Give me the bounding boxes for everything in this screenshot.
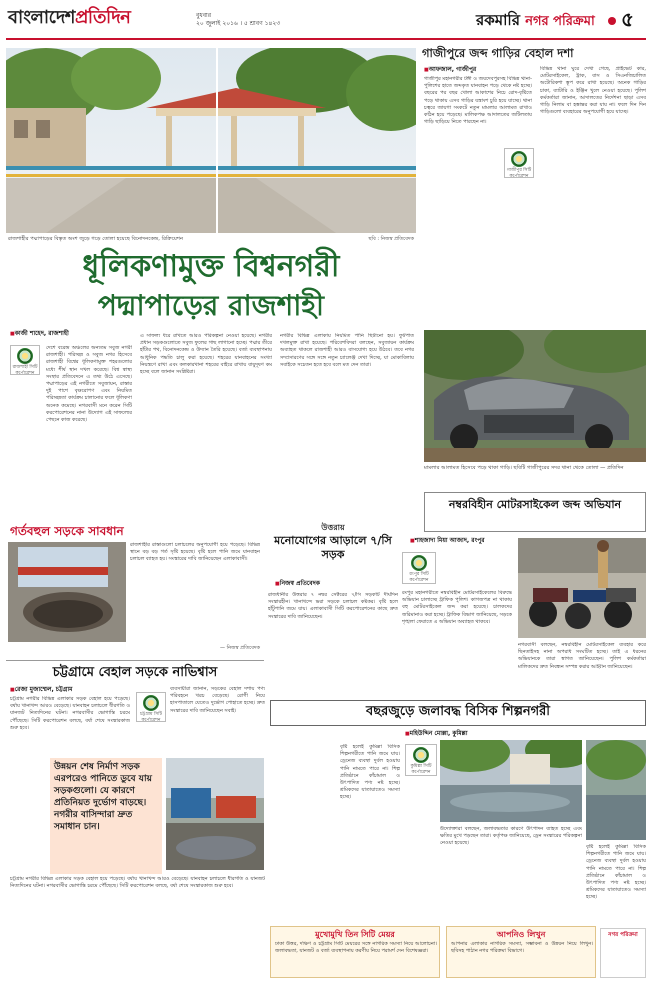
page-dot-icon — [608, 17, 616, 25]
chittagong-byline: ■ রেজা মুজাম্মেল, চট্টগ্রাম — [10, 686, 130, 694]
roads-credit: — নিজস্ব প্রতিবেদক — [220, 645, 260, 651]
chittagong-photo-art — [166, 758, 264, 870]
chittagong-city-badge — [136, 692, 166, 722]
date-label: ২০ জুলাই ২০১৬ । ৫ শ্রাবণ ১৪২৩ — [196, 19, 281, 27]
uttara-column: রাজধানীর উত্তরার ৭ নম্বর সেক্টরের ৭/সি সড়কটি দীর্ঘদিন সংস্কারহীন। খানাখন্দে ভরা সড়কে চলাচল কষ্টকর। বৃষ্টি হলে হাঁটুপানি জমে যায়। এলাকাবাসী সিটি করপোরেশনের কাছে দ্রুত সংস্কারের দাবি জানিয়েছেন। — [268, 592, 398, 620]
logo-accent-text: প্রতিদিন — [74, 7, 131, 28]
roads-column: রাজশাহীর রাস্তাগুলো চলাচলের অনুপযোগী হয়ে পড়েছে। বিভিন্ন স্থানে বড় বড় গর্ত সৃষ্টি হয়েছে। বৃষ্টি হলে পানি জমে যানবাহন চলাচল ব্যাহত হয়। সংস্কারের দাবি জানিয়েছেন এলাকাবাসী। — [130, 542, 260, 563]
chittagong-badge-label: চট্টগ্রাম সিটি কর্পোরেশন — [140, 712, 162, 724]
page-number: ৫ — [621, 7, 634, 31]
rajshahi-photo-caption: রাজশাহীর পদ্মাপাড়ের বিস্তৃত অংশ জুড়ে গড়ে তোলা হয়েছে বিনোদনকেন্দ্র, রিক্রিয়েশন — [8, 236, 184, 242]
roads-photo-art — [8, 542, 126, 642]
comilla-city-badge — [405, 744, 437, 776]
gazipur-photo-art — [424, 330, 646, 462]
chittagong-photo[interactable] — [166, 758, 264, 870]
contact-label: নগর পরিক্রমা — [608, 932, 638, 938]
contact-strip — [600, 928, 646, 978]
bscic-photo-art — [440, 740, 582, 822]
logo-main-text: বাংলাদেশ — [8, 7, 75, 28]
rajshahi-seal-icon — [17, 348, 33, 364]
masthead — [6, 4, 646, 40]
rajshahi-byline: ■ কাজী শাহেদ, রাজশাহী — [10, 330, 150, 338]
roads-photo[interactable] — [8, 542, 126, 642]
rangpur-city-badge — [402, 552, 436, 584]
mayor-box[interactable] — [270, 926, 440, 978]
newspaper-logo[interactable] — [8, 6, 130, 30]
rajshahi-photo-art — [6, 48, 416, 233]
section-subname: নগর পরিক্রমা — [525, 14, 595, 29]
motorcycle-column-1: রংপুর মহানগরীতে নম্বরবিহীন মোটরসাইকেলের বিরুদ্ধে অভিযান চালাচ্ছে ট্রাফিক পুলিশ। কাগজপত্র না থাকায় বহু মোটরসাইকেল জব্দ করা হয়েছে। চালকদের জরিমানাও করা হচ্ছে। ট্রাফিক বিভাগ জানিয়েছে, সড়কে শৃঙ্খলা ফেরাতে এ অভিযান অব্যাহত থাকবে। — [402, 590, 512, 625]
chittagong-bottom-column: চট্টগ্রাম নগরীর বিভিন্ন এলাকার সড়ক বেহাল হয়ে পড়েছে। বর্ষায় খানাখন্দ আরও বেড়েছে। যানবাহন চলাচলে ধীরগতি ও যানজট নিত্যদিনের ঘটনা। নগরবাসীর ভোগান্তি চরমে পৌঁছেছে। সিটি করপোরেশন বলছে, বর্ষা শেষে সংস্কারকাজ শুরু হবে। — [10, 876, 265, 890]
gazipur-seal-icon — [511, 151, 527, 167]
uttara-kicker: উত্তরায় — [321, 522, 345, 532]
rajshahi-column-1: দেশে বরেন্দ্র অঞ্চলের অন্যতম সবুজ নগরী রাজশাহী। পরিচ্ছন্ন ও সবুজ নগর হিসেবে রাজশাহী বিশ্বের ধূলিকণামুক্ত শহরগুলোর মধ্যে শীর্ষ স্থান দখল করেছে। বিশ্ব স্বাস্থ্য সংস্থার প্রতিবেদনে এ তথ্য উঠে এসেছে। পদ্মাপাড়ের এই নগরীতে সবুজায়ন, রাস্তার দুই পাশে বৃক্ষরোপণ এবং নিয়মিত পরিচ্ছন্নতা কার্যক্রম চালানোর ফলে ধূলিকণা অনেক কমেছে। নগরবাসী মনে করেন সিটি করপোরেশনের নানা উদ্যোগ এই সাফল্যের পেছনে কাজ করেছে। — [46, 345, 132, 424]
bscic-column-1: বৃষ্টি হলেই কুমিল্লা বিসিক শিল্পনগরীতে পানি জমে যায়। ড্রেনেজ ব্যবস্থা দুর্বল হওয়ায় পানি নামতে পারে না। শিল্প প্রতিষ্ঠানে কাঁচামাল ও উৎপাদিত পণ্য নষ্ট হচ্ছে। শ্রমিকদের যাতায়াতেও সমস্যা হচ্ছে। — [340, 744, 400, 801]
bscic-headline-box — [270, 700, 646, 726]
uttara-headline: মনোযোগের আড়ালে ৭/সি সড়ক — [274, 534, 392, 561]
mayor-box-title: মুখোমুখি তিন সিটি মেয়র — [315, 929, 395, 939]
motorcycle-photo[interactable] — [518, 538, 646, 638]
chittagong-top-rule — [6, 660, 264, 661]
section-title — [476, 10, 595, 31]
gazipur-photo[interactable] — [424, 330, 646, 462]
bscic-side-photo[interactable] — [586, 740, 646, 840]
motorcycle-column-2: নগরবাসী বলছেন, নম্বরবিহীন মোটরসাইকেল ব্যবহার করে ছিনতাইসহ নানা অপরাধ সংঘটিত হচ্ছে। তাই এ ধরনের অভিযানকে তারা স্বাগত জানিয়েছেন। পুলিশ কর্মকর্তারা মালিকদের দ্রুত নিবন্ধন সম্পন্ন করার আহ্বান জানিয়েছেন। — [518, 642, 646, 670]
rajshahi-badge-label: রাজশাহী সিটি কর্পোরেশন — [12, 365, 38, 377]
gazipur-badge-label: গাজীপুর সিটি কর্পোরেশন — [506, 168, 532, 180]
rajshahi-photo-credit: ছবি : নিজস্ব প্রতিবেদক — [368, 236, 414, 242]
gazipur-headline: গাজীপুরে জব্দ গাড়ির বেহাল দশা — [422, 46, 574, 60]
main-headline-line1: ধূলিকণামুক্ত বিশ্বনগরী — [82, 249, 340, 284]
bscic-column-3: বৃষ্টি হলেই কুমিল্লা বিসিক শিল্পনগরীতে পানি জমে যায়। ড্রেনেজ ব্যবস্থা দুর্বল হওয়ায় পানি নামতে পারে না। শিল্প প্রতিষ্ঠানে কাঁচামাল ও উৎপাদিত পণ্য নষ্ট হচ্ছে। শ্রমিকদের যাতায়াতেও সমস্যা হচ্ছে। — [586, 844, 646, 901]
main-headline-line2: পদ্মাপাড়ের রাজশাহী — [97, 289, 325, 322]
gazipur-city-badge — [504, 148, 534, 178]
rajshahi-photo[interactable] — [6, 48, 416, 233]
rajshahi-column-2: এ সাফল্য ধরে রাখতে আরও পরিকল্পনা নেওয়া হয়েছে। নগরীর প্রধান সড়কগুলোতে সবুজ ফুলের গাছ লাগানো হচ্ছে। পদ্মার তীরে হাঁটার পথ, বিনোদনকেন্দ্র ও উদ্যান তৈরি হয়েছে। বর্জ্য ব্যবস্থাপনায় আধুনিক পদ্ধতি চালু করা হয়েছে। শহরের যানবাহনের সংখ্যা নিয়ন্ত্রণে রাখা এবং কলকারখানা শহরের বাইরে রাখায় বায়ুদূষণ কম হচ্ছে বলে জানান সংশ্লিষ্টরা। — [140, 333, 272, 376]
motorcycle-headline-box — [424, 492, 646, 532]
write-box-title: আপনিও লিখুন — [496, 929, 546, 939]
date-block — [196, 12, 280, 28]
bscic-column-2: উদ্যোক্তারা বলছেন, জলাবদ্ধতার কারণে উৎপাদন ব্যাহত হচ্ছে এবং ক্ষতির মুখে পড়ছেন তারা। কর্তৃপক্ষ জানিয়েছে, ড্রেন সংস্কারের পরিকল্পনা নেওয়া হয়েছে। — [440, 826, 582, 847]
comilla-badge-label: কুমিল্লা সিটি কর্পোরেশন — [410, 764, 432, 776]
bscic-side-photo-art — [586, 740, 646, 840]
motorcycle-photo-art — [518, 538, 646, 638]
roads-headline: গর্তবহুল সড়কে সাবধান — [10, 524, 124, 538]
chittagong-column-2: ব্যবসায়ীরা জানান, সড়কের বেহাল দশায় পণ্য পরিবহনে খরচ বেড়েছে। রোগী নিয়ে হাসপাতালে যেতেও দুর্ভোগ পোহাতে হচ্ছে। দ্রুত সংস্কারের দাবি জানিয়েছেন সবাই। — [170, 686, 265, 714]
rangpur-badge-label: রংপুর সিটি কর্পোরেশন — [409, 572, 429, 584]
bscic-byline: ■ মহিউদ্দিন মোল্লা, কুমিল্লা — [405, 730, 535, 738]
uttara-byline: ■ নিজস্ব প্রতিবেদক — [275, 580, 385, 588]
rangpur-seal-icon — [411, 555, 427, 571]
gazipur-photo-caption: মামলার আলামত হিসেবে পড়ে থাকা গাড়ি। ছবিটি গাজীপুরের সদর থানা থেকে তোলা — প্রতিদিন — [424, 465, 624, 471]
chittagong-seal-icon — [143, 695, 159, 711]
section-name: রকমারি — [476, 11, 520, 29]
write-box-text: আপনার এলাকার নাগরিক সমস্যা, সম্ভাবনা ও উন্নয়ন নিয়ে লিখুন। ছবিসহ পাঠান নগর পরিক্রমা বিভাগে। — [451, 941, 593, 955]
gazipur-byline: ■ আফজাল, গাজীপুর — [424, 66, 534, 74]
motorcycle-headline: নম্বরবিহীন মোটরসাইকেল জব্দ অভিযান — [448, 498, 622, 511]
chittagong-quote-box: উন্নয়ন শেষ নির্মাণ সড়ক এরপরেও পানিতে ডুবে যায় সড়কগুলো। যে কারণে প্রতিনিয়ত দুর্ভোগ বাড়ছে। নগরীর বাসিন্দারা দ্রুত সমাধান চান। — [50, 758, 162, 874]
motorcycle-byline: ■ শাহজাদা মিয়া আজাদ, রংপুর — [410, 537, 540, 545]
comilla-seal-icon — [413, 747, 429, 763]
mayor-box-text: ঢাকা উত্তর, দক্ষিণ ও চট্টগ্রাম সিটি মেয়রের সঙ্গে নাগরিক সমস্যা নিয়ে আলোচনা। জলাবদ্ধতা, যানজট ও বর্জ্য ব্যবস্থাপনায় করণীয় নিয়ে পরামর্শ দেন বিশেষজ্ঞরা। — [275, 941, 437, 955]
chittagong-headline: চট্টগ্রামে বেহাল সড়কে নাভিশ্বাস — [52, 665, 218, 680]
rajshahi-city-badge — [10, 345, 40, 375]
write-box[interactable] — [446, 926, 596, 978]
day-label: বুধবার — [196, 12, 212, 19]
gazipur-column-1: গাজীপুর মহানগরীর টঙ্গী ও জয়দেবপুরসহ বিভিন্ন থানা-পুলিশের হাতে জব্দকৃত যানবাহন পড়ে থেকে নষ্ট হচ্ছে। বছরের পর বছর খোলা আকাশের নিচে রোদ-বৃষ্টিতে পড়ে থাকায় এসব গাড়ির যন্ত্রাংশ চুরি হয়ে যাচ্ছে। থানা চত্বরে জায়গা সংকটে নতুন মামলার আলামত রাখাও কঠিন হয়ে পড়েছে। মালিকপক্ষ আদালতের জটিলতায় গাড়ি ছাড়িয়ে নিতে পারছেন না। — [424, 76, 532, 126]
bscic-headline: বছরজুড়ে জলাবদ্ধ বিসিক শিল্পনগরী — [365, 704, 551, 719]
chittagong-column-1: চট্টগ্রাম নগরীর বিভিন্ন এলাকার সড়ক বেহাল হয়ে পড়েছে। বর্ষায় খানাখন্দ আরও বেড়েছে। যানবাহন চলাচলে ধীরগতি ও যানজট নিত্যদিনের ঘটনা। নগরবাসীর ভোগান্তি চরমে পৌঁছেছে। সিটি করপোরেশন বলছে, বর্ষা শেষে সংস্কারকাজ শুরু হবে। — [10, 696, 130, 731]
gazipur-column-2: বিভিন্ন থানা ঘুরে দেখা গেছে, প্রাইভেট কার, মোটরসাইকেল, ট্রাক, বাস ও সিএনজিচালিত অটোরিকশা স্তূপ করে রাখা হয়েছে। অনেক গাড়ির চাকা, ব্যাটারি ও ইঞ্জিন খুলে নেওয়া হয়েছে। পুলিশ কর্মকর্তারা জানান, আদালতের নির্দেশনা ছাড়া এসব গাড়ি নিলাম বা হস্তান্তর করা যায় না। ফলে দিন দিন গাড়িগুলো ব্যবহারের অনুপযোগী হয়ে যাচ্ছে। — [540, 66, 646, 116]
bscic-photo[interactable] — [440, 740, 582, 822]
rajshahi-column-3: নগরীর বিভিন্ন এলাকায় নিয়মিত পানি ছিটানো হয়। ফুটপাত দখলমুক্ত রাখা হয়েছে। পরিবেশবিদরা বলছেন, সবুজায়ন কার্যক্রম অব্যাহত থাকলে রাজশাহী আরও বাসযোগ্য হয়ে উঠবে। তবে নগর সম্প্রসারণের সঙ্গে সঙ্গে নতুন চ্যালেঞ্জ দেখা দিচ্ছে, যা মোকাবিলায় সবাইকে সচেতন হতে হবে বলে মত দেন তারা। — [280, 333, 414, 368]
